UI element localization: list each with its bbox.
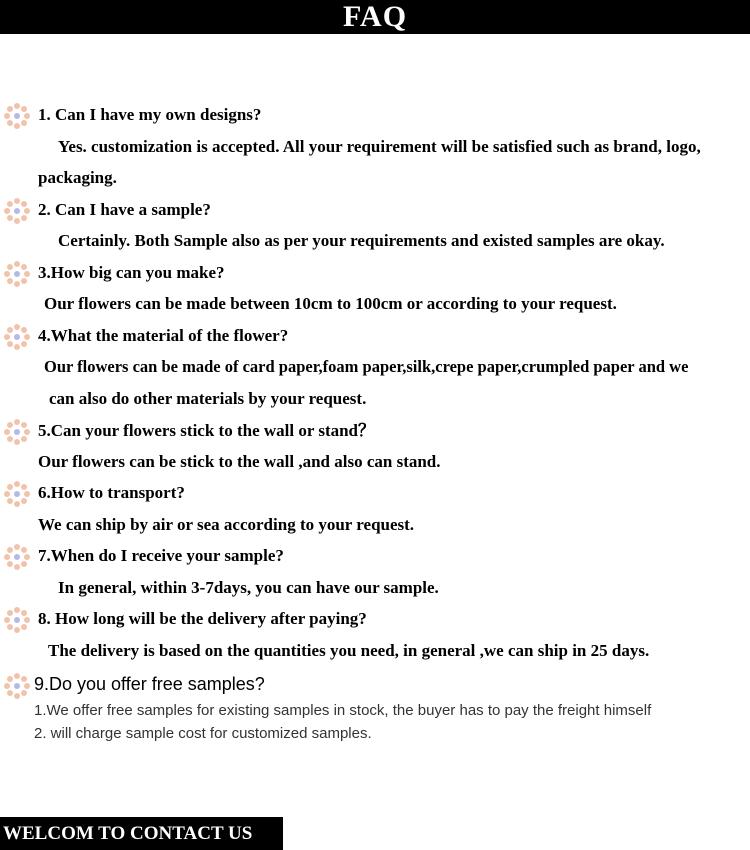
faq-answer-4-line-2: can also do other materials by your request. [49,389,367,408]
flower-icon [3,672,31,700]
header-bar [0,0,750,34]
faq-answer-1-line-2: packaging. [38,168,117,187]
faq-question-4: 4.What the material of the flower? [38,326,289,345]
faq-question-row [0,100,750,130]
flower-icon [3,323,31,351]
faq-answer-1-line-1: Yes. customization is accepted. All your requirement will be satisfied such as brand, logo, [58,137,701,156]
page-title: FAQ [342,0,408,33]
flower-icon [3,197,31,225]
faq-question-row [0,321,750,351]
flower-icon [3,418,31,446]
faq-question-1: 1. Can I have my own designs? [38,105,262,124]
faq-answer-5-line-1: Our flowers can be stick to the wall ,and also can stand. [38,452,441,471]
faq-question-2: 2. Can I have a sample? [38,200,211,219]
faq-answer-8-line-1: The delivery is based on the quantities you need, in general ,we can ship in 25 days. [48,641,650,660]
faq-question-row [0,478,750,508]
faq-question-7: 7.When do I receive your sample? [38,546,284,565]
faq-answer-9-line-2: 2. will charge sample cost for customized samples. [34,725,372,742]
footer-bar [0,817,283,850]
faq-question-row [0,416,750,446]
faq-answer-2-line-1: Certainly. Both Sample also as per your requirements and existed samples are okay. [58,231,665,250]
flower-icon [3,102,31,130]
faq-question-row [0,258,750,288]
faq-question-3: 3.How big can you make? [38,263,225,282]
flower-icon [3,260,31,288]
faq-question-row [0,604,750,634]
faq-answer-7-line-1: In general, within 3-7days, you can have our sample. [58,578,439,597]
faq-question-8: 8. How long will be the delivery after paying? [38,609,367,628]
faq-question-6: 6.How to transport? [38,483,185,502]
faq-answer-9-line-1: 1.We offer free samples for existing samples in stock, the buyer has to pay the freight himself [34,702,652,719]
faq-answer-4-line-1: Our flowers can be made of card paper,foam paper,silk,crepe paper,crumpled paper and we [44,357,689,376]
faq-question-row [0,541,750,571]
faq-question-5: 5.Can your flowers stick to the wall or stand？ [38,421,376,440]
flower-icon [3,606,31,634]
faq-answer-6-line-1: We can ship by air or sea according to your request. [38,515,415,534]
flower-icon [3,543,31,571]
faq-answer-3-line-1: Our flowers can be made between 10cm to 100cm or according to your request. [44,294,617,313]
flower-icon [3,480,31,508]
faq-question-row [0,195,750,225]
faq-question-9: 9.Do you offer free samples? [34,674,265,694]
contact-banner: WELCOM TO CONTACT US [3,823,253,844]
